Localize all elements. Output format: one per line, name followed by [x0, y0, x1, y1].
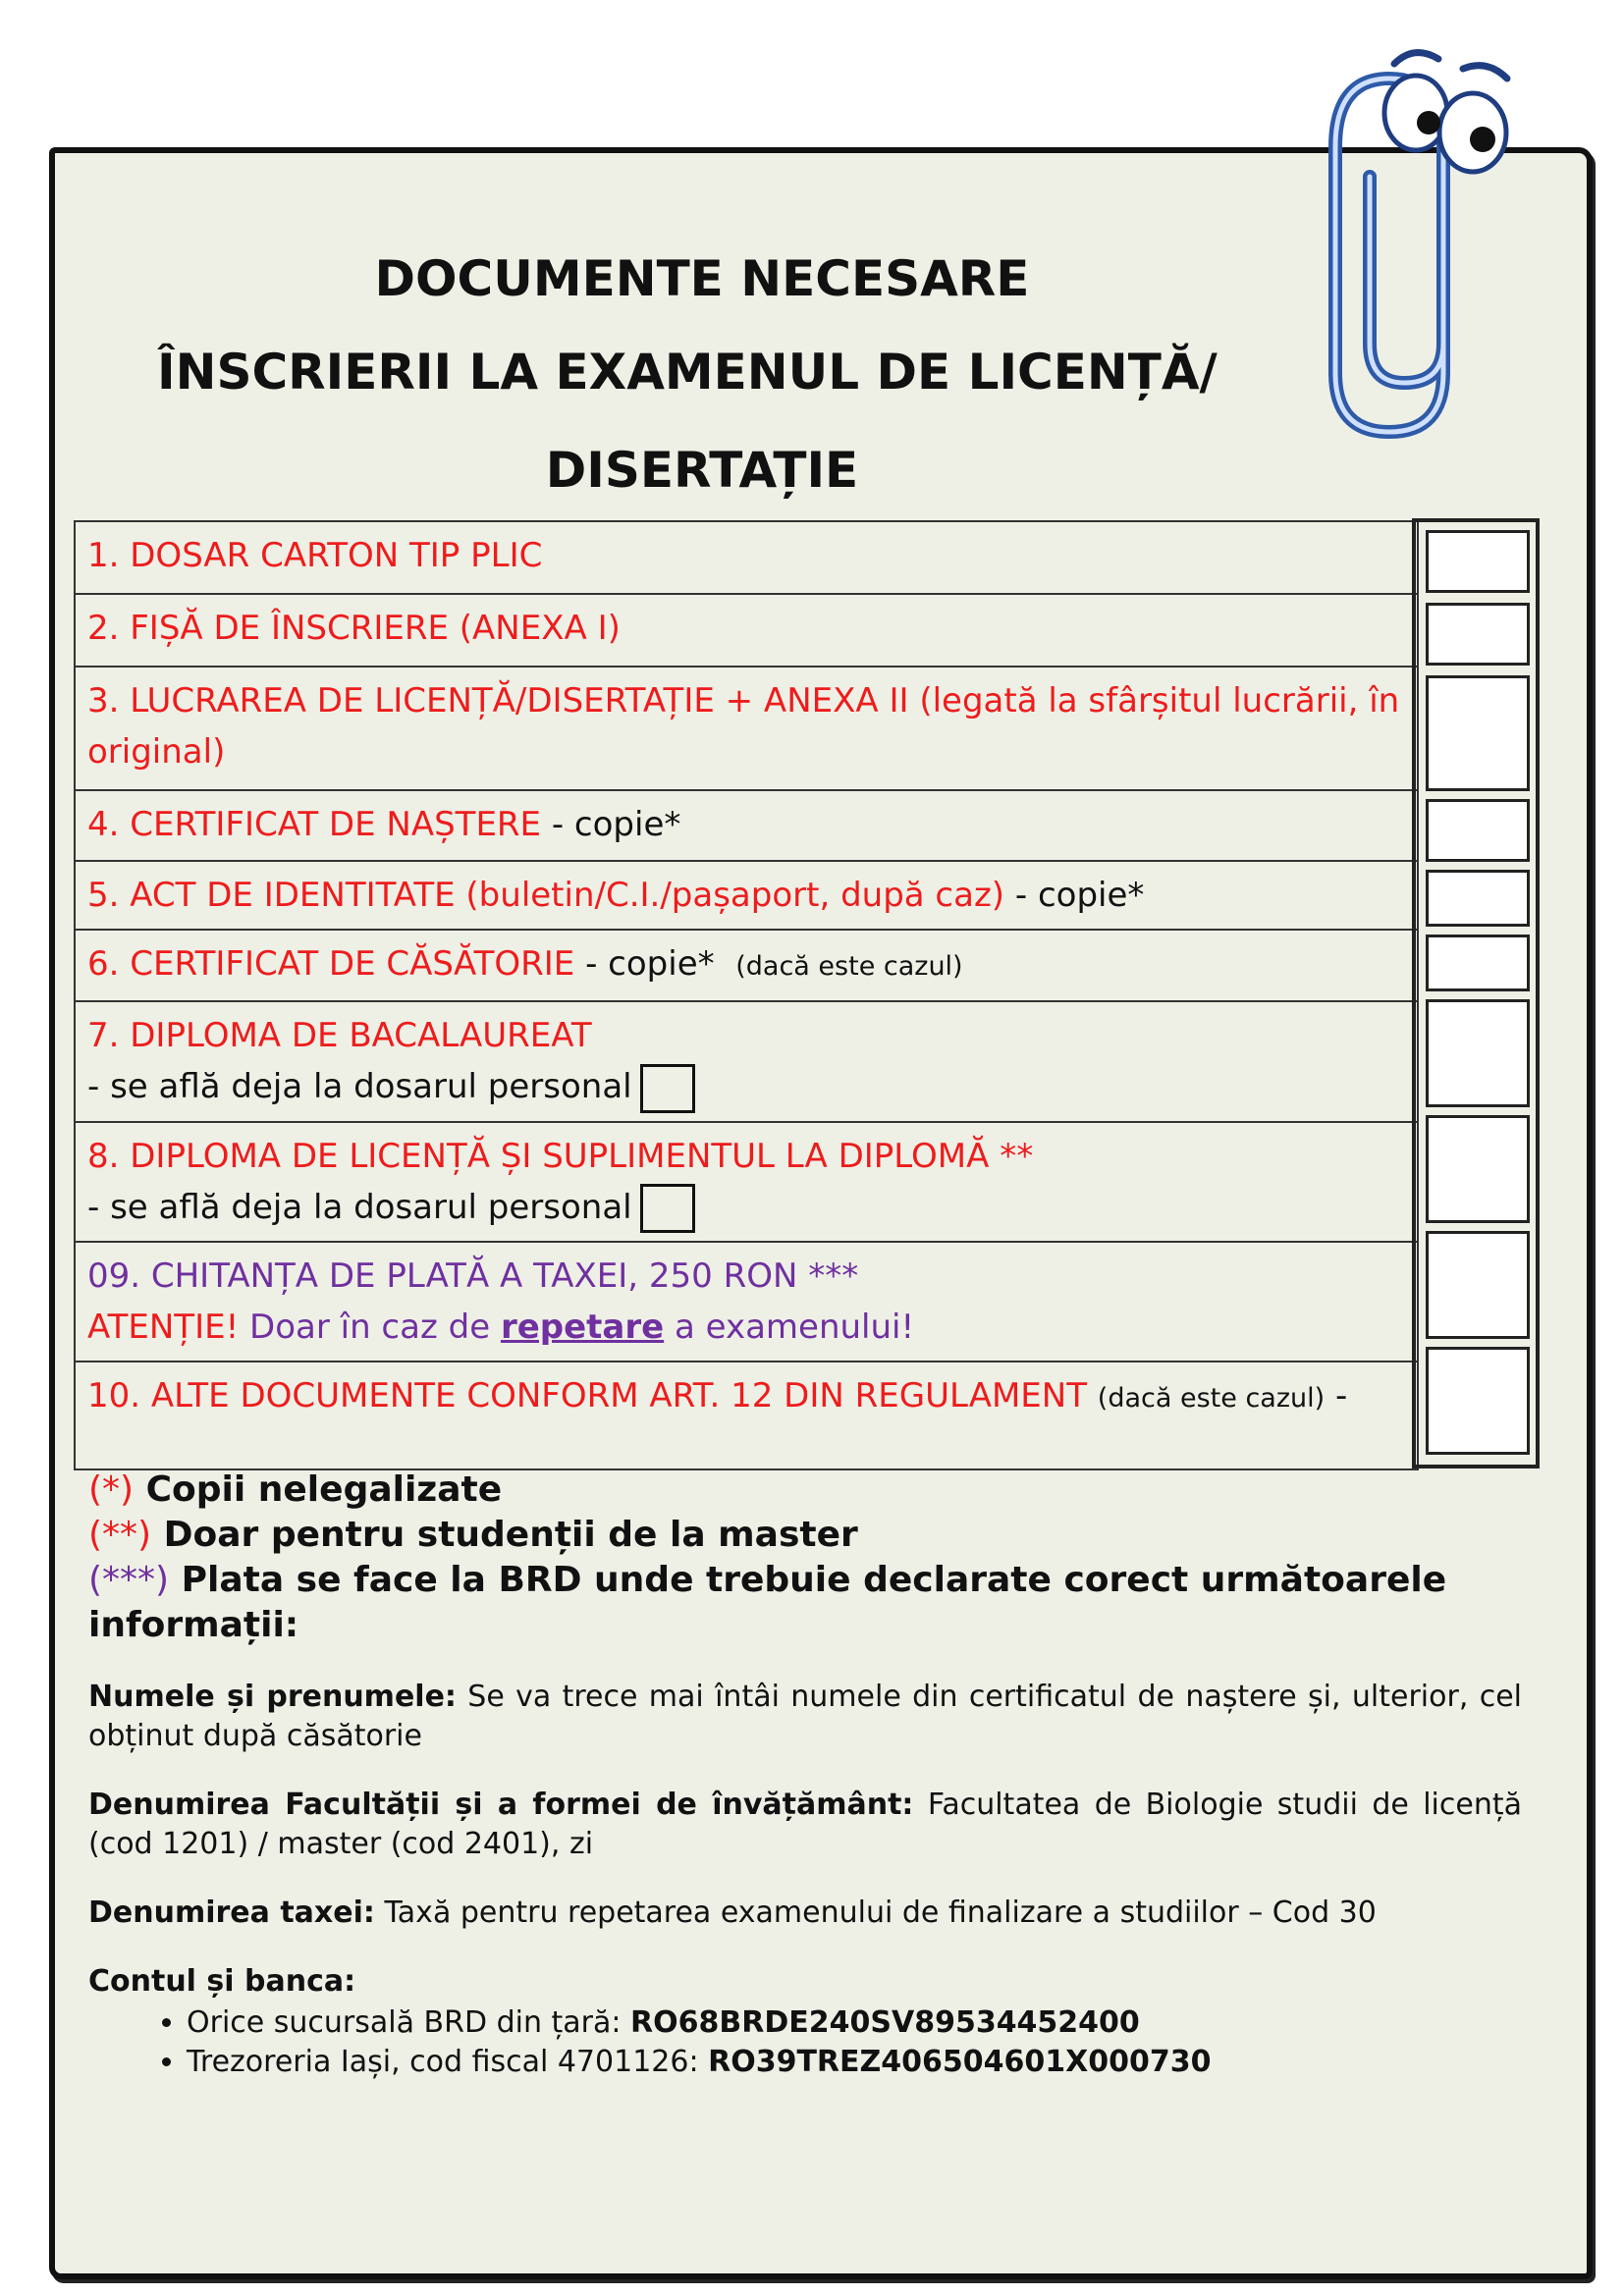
checkbox-item-6[interactable] [1426, 934, 1530, 991]
item-5-label: 5. ACT DE IDENTITATE (buletin/C.I./pașaport, după caz) [87, 876, 1005, 915]
tax-text: Taxă pentru repetarea examenului de finalizare a studiilor – Cod 30 [374, 1896, 1377, 1930]
table-row [75, 930, 1418, 1001]
title-line-2: ÎNSCRIERII LA EXAMENUL DE LICENȚĂ/ [157, 344, 1218, 400]
note-1-text: Copii nelegalizate [134, 1469, 503, 1510]
checkbox-item-5[interactable] [1426, 870, 1530, 927]
faculty-paragraph [88, 1786, 1522, 1864]
item-1-label: 1. DOSAR CARTON TIP PLIC [87, 536, 543, 575]
item-10-note: (dacă este cazul) [1097, 1383, 1326, 1414]
checkbox-column [1412, 518, 1540, 1468]
checkbox-item-2[interactable] [1426, 603, 1530, 666]
title-line-1: DOCUMENTE NECESARE [374, 250, 1030, 307]
bank-label: Contul și banca: [88, 1964, 356, 1999]
documents-table [74, 520, 1419, 1470]
table-row [75, 594, 1418, 667]
paperclip-mascot-icon [1296, 20, 1522, 452]
table-row [75, 1242, 1418, 1362]
note-2-mark: (**) [88, 1515, 152, 1555]
item-6-label: 6. CERTIFICAT DE CĂSĂTORIE [87, 944, 575, 984]
item-4-suffix: - copie* [541, 805, 681, 844]
item-6-note: (dacă este cazul) [735, 951, 963, 982]
item-7-label: 7. DIPLOMA DE BACALAUREAT [87, 1016, 592, 1055]
license-personal-file-checkbox[interactable] [640, 1184, 695, 1233]
checkbox-item-9[interactable] [1426, 1231, 1530, 1339]
bank-list [88, 2003, 1532, 2082]
item-7-sub: - se află deja la dosarul personal [87, 1067, 632, 1106]
table-row [75, 1001, 1418, 1122]
name-paragraph [88, 1678, 1522, 1756]
note-2 [88, 1513, 1532, 1558]
tax-paragraph [88, 1894, 1532, 1933]
item-9-label: 09. CHITANȚA DE PLATĂ A TAXEI, 250 RON *** [87, 1256, 859, 1296]
faculty-label: Denumirea Facultății și a formei de învățământ: [88, 1788, 914, 1822]
checkbox-item-4[interactable] [1426, 799, 1530, 862]
bank-1-iban: RO68BRDE240SV89534452400 [630, 2005, 1140, 2040]
name-text: Se va trece mai întâi numele din certificatul de naștere și, ulterior, cel obținut după căsătorie [88, 1680, 1522, 1753]
item-9-underline: repetare [500, 1308, 665, 1347]
item-4-label: 4. CERTIFICAT DE NAȘTERE [87, 805, 542, 844]
note-1 [88, 1468, 1532, 1513]
item-5-suffix: - copie* [1004, 876, 1145, 915]
item-8-label: 8. DIPLOMA DE LICENȚĂ ȘI SUPLIMENTUL LA DIPLOMĂ ** [87, 1136, 1034, 1176]
table-row [75, 1122, 1418, 1243]
title-line-3: DISERTAȚIE [545, 442, 859, 499]
tax-label: Denumirea taxei: [88, 1896, 375, 1930]
bank-2-text: Trezoreria Iași, cod fiscal 4701126: [187, 2045, 709, 2079]
list-item [187, 2043, 1532, 2082]
item-2-label: 2. FIȘĂ DE ÎNSCRIERE (ANEXA I) [87, 609, 621, 648]
checkbox-item-7[interactable] [1426, 999, 1530, 1107]
table-row [75, 667, 1418, 790]
item-9-text-2: a examenului! [664, 1308, 915, 1347]
checkbox-item-8[interactable] [1426, 1115, 1530, 1223]
note-2-text: Doar pentru studenții de la master [151, 1515, 858, 1555]
table-row [75, 1362, 1418, 1469]
item-8-sub: - se află deja la dosarul personal [87, 1187, 632, 1227]
checkbox-item-3[interactable] [1426, 675, 1530, 791]
checkbox-item-10[interactable] [1426, 1347, 1530, 1455]
note-1-mark: (*) [88, 1469, 135, 1510]
notes-section [88, 1468, 1532, 2082]
checkbox-item-1[interactable] [1426, 530, 1530, 593]
item-3-label: 3. LUCRAREA DE LICENȚĂ/DISERTAȚIE + ANEXA II (legată la sfârșitul lucrării, în original) [87, 681, 1400, 772]
bank-paragraph [88, 1962, 1532, 2082]
table-row [75, 861, 1418, 930]
list-item [187, 2003, 1532, 2043]
note-3-mark: (***) [88, 1560, 170, 1600]
bank-1-text: Orice sucursală BRD din țară: [187, 2005, 631, 2040]
item-6-suffix: - copie* [574, 944, 715, 984]
item-10-label: 10. ALTE DOCUMENTE CONFORM ART. 12 DIN REGULAMENT [87, 1376, 1087, 1415]
note-3-text: Plata se face la BRD unde trebuie declarate corect următoarele informații: [88, 1560, 1447, 1645]
bac-personal-file-checkbox[interactable] [640, 1064, 695, 1113]
table-row [75, 790, 1418, 861]
item-9-text-1: Doar în caz de [239, 1308, 501, 1347]
name-label: Numele și prenumele: [88, 1680, 457, 1714]
table-row [75, 521, 1418, 594]
item-9-attention: ATENȚIE! [87, 1308, 240, 1347]
note-3 [88, 1558, 1532, 1648]
bank-2-iban: RO39TREZ406504601X000730 [708, 2045, 1212, 2079]
item-10-suffix: - [1325, 1376, 1348, 1415]
faculty-text: Facultatea de Biologie studii de licență (cod 1201) / master (cod 2401), zi [88, 1788, 1522, 1861]
